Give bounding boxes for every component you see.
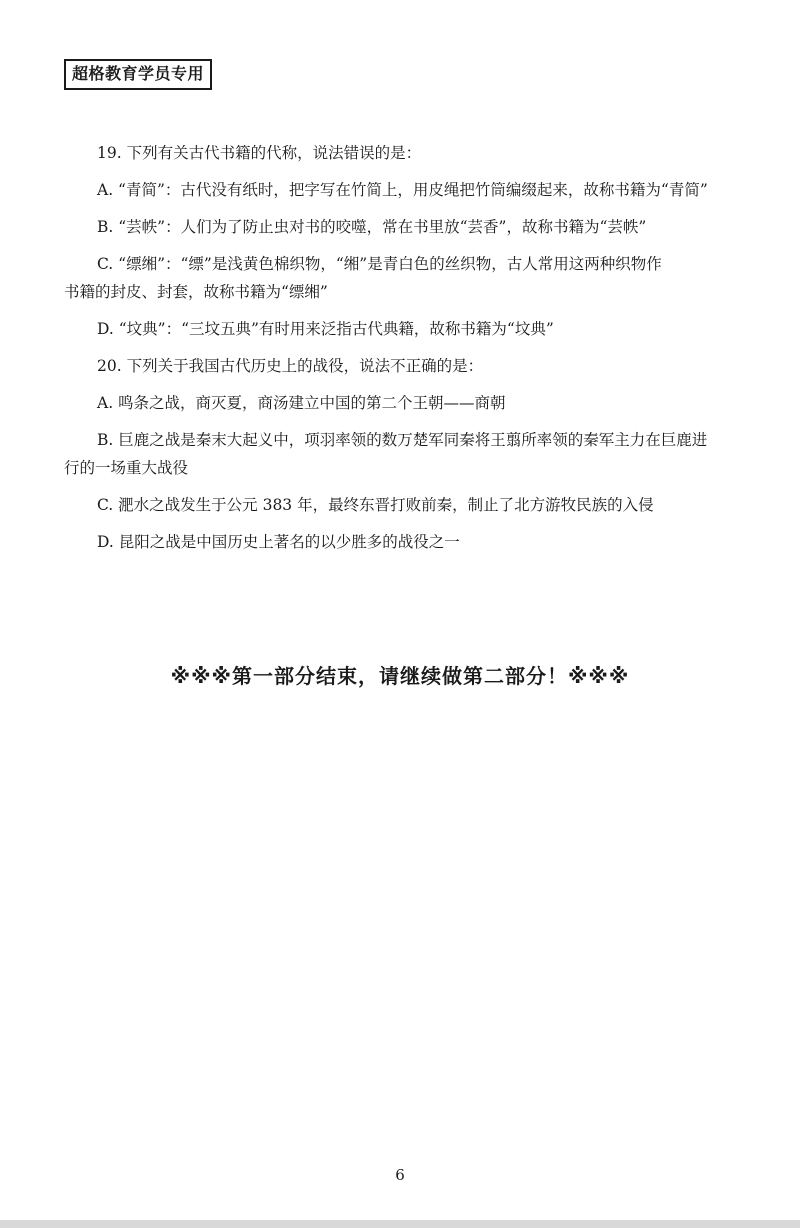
- scan-edge-strip: [0, 1220, 800, 1228]
- question-19: [64, 140, 744, 342]
- option-c: C. “缥缃”：“缥”是浅黄色棉织物，“缃”是青白色的丝织物，古人常用这两种织物作: [97, 255, 662, 273]
- page-number: 6: [395, 1166, 405, 1184]
- option-d: D. “坟典”：“三坟五典”有时用来泛指古代典籍，故称书籍为“坟典”: [97, 320, 554, 338]
- question-content: [64, 140, 744, 566]
- question-20: [64, 353, 744, 555]
- option-b: B. “芸帙”：人们为了防止虫对书的咬噬，常在书里放“芸香”，故称书籍为“芸帙”: [97, 218, 647, 236]
- option-b: B. 巨鹿之战是秦末大起义中，项羽率领的数万楚军同秦将王翦所率领的秦军主力在巨鹿进: [97, 431, 708, 449]
- option-c: C. 淝水之战发生于公元 383 年，最终东晋打败前秦，制止了北方游牧民族的入侵: [97, 496, 654, 514]
- option-c-continuation: 书籍的封皮、封套，故称书籍为“缥缃”: [64, 283, 328, 301]
- option-a: A. 鸣条之战，商灭夏，商汤建立中国的第二个王朝——商朝: [97, 394, 506, 412]
- option-b-continuation: 行的一场重大战役: [64, 459, 189, 477]
- header-badge: 超格教育学员专用: [64, 59, 212, 90]
- question-stem: 19. 下列有关古代书籍的代称，说法错误的是：: [97, 144, 422, 162]
- question-stem: 20. 下列关于我国古代历史上的战役，说法不正确的是：: [97, 357, 484, 375]
- option-a: A. “青简”：古代没有纸时，把字写在竹简上，用皮绳把竹筒编缀起来，故称书籍为“青简”: [97, 181, 708, 199]
- option-d: D. 昆阳之战是中国历史上著名的以少胜多的战役之一: [97, 533, 460, 551]
- section-end-notice: ※※※第一部分结束，请继续做第二部分！※※※: [170, 664, 630, 688]
